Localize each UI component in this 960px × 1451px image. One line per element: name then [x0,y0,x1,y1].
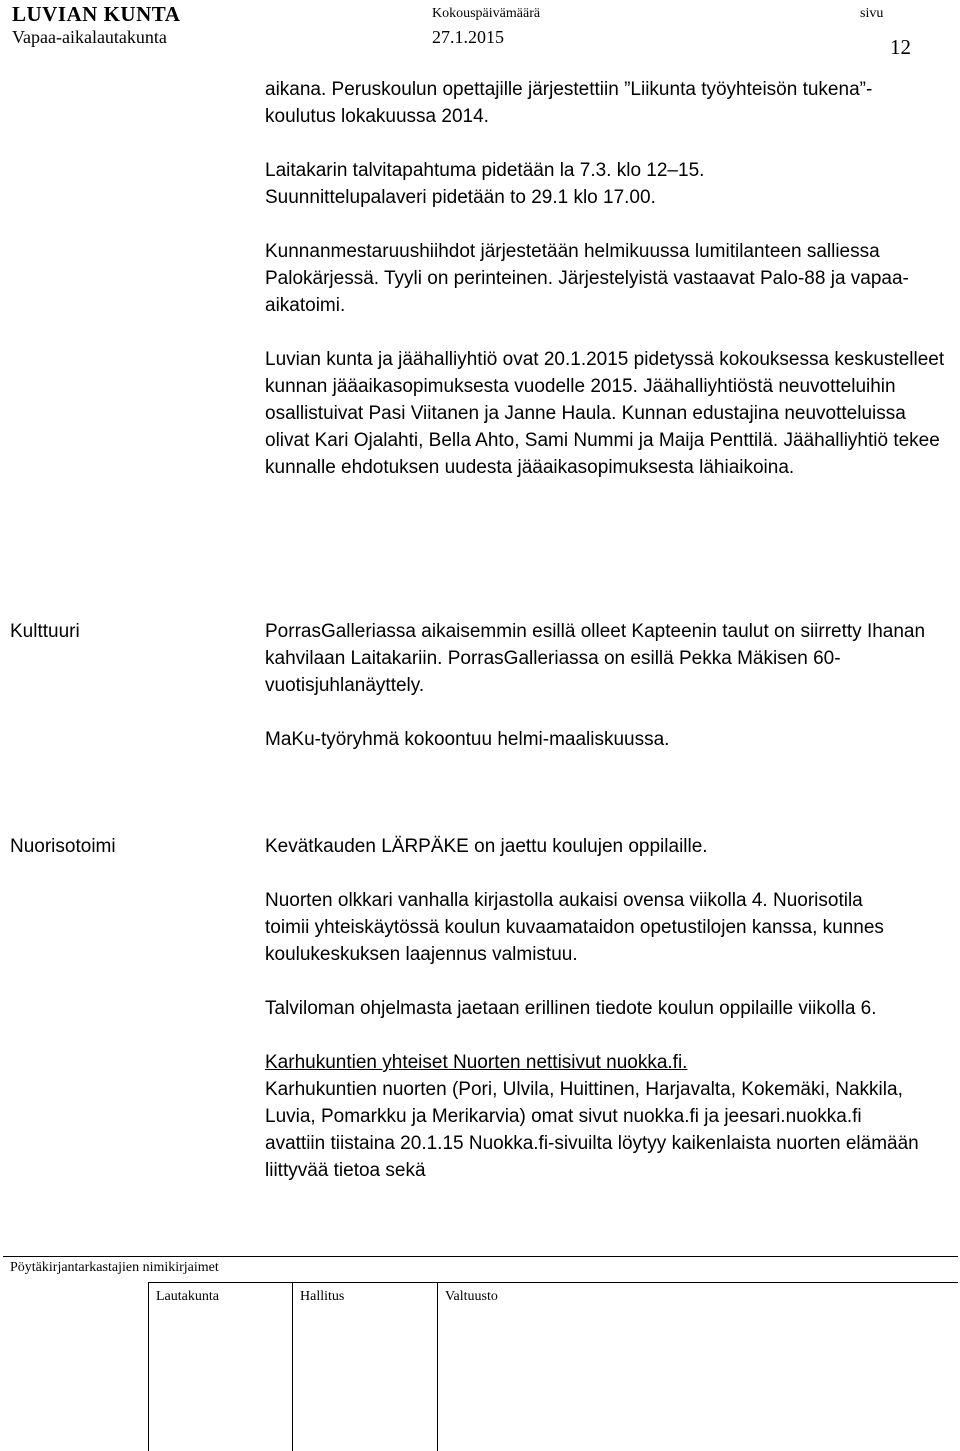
footer-divider-2 [292,1282,293,1451]
signature-col-valtuusto: Valtuusto [445,1289,498,1304]
footer-sub-rule [148,1282,958,1283]
organization-name: LUVIAN KUNTA [12,2,181,26]
signature-col-lautakunta: Lautakunta [156,1289,219,1304]
body-text-block [265,76,945,481]
signature-title: Pöytäkirjantarkastajien nimikirjaimet [10,1260,219,1275]
footer-top-rule [3,1256,958,1257]
paragraph-nuokka-heading: Karhukuntien yhteiset Nuorten nettisivut nuokka.fi. [265,1052,688,1073]
paragraph-training: aikana. Peruskoulun opettajille järjestettiin ”Liikunta työyhteisön tukena”- koulutus lokakuussa 2014. [265,79,873,127]
paragraph-larpake: Kevätkauden LÄRPÄKE on jaettu koulujen oppilaille. [265,836,708,857]
paragraph-maku: MaKu-työryhmä kokoontuu helmi-maaliskuussa. [265,729,670,750]
paragraph-laitakari-event: Laitakarin talvitapahtuma pidetään la 7.3. klo 12–15. Suunnittelupalaveri pidetään to 29.1 klo 17.00. [265,160,705,208]
page-label: sivu [860,6,884,21]
signature-col-hallitus: Hallitus [300,1289,345,1304]
meeting-date: 27.1.2015 [432,27,504,47]
paragraph-nuokka-body: Karhukuntien nuorten (Pori, Ulvila, Huittinen, Harjavalta, Kokemäki, Nakkila, Luvia, Pomarkku ja Merikarvia) omat sivut nuokka.fi ja jeesari.nuokka.fi avattiin tiistaina 20.1.15 Nuokka.fi-sivuilta löytyy kaikenlaista nuorten elämään liittyvää tietoa sekä [265,1079,919,1181]
section-nuorisotoimi [265,833,945,1184]
paragraph-talviloma: Talviloman ohjelmasta jaetaan erillinen tiedote koulun oppilaille viikolla 6. [265,998,877,1019]
date-label: Kokouspäivämäärä [432,6,541,21]
section-kulttuuri [265,618,945,753]
page-number: 12 [890,35,911,59]
paragraph-ice-hall: Luvian kunta ja jäähalliyhtiö ovat 20.1.2015 pidetyssä kokouksessa keskustelleet kunnan jääaikasopimuksesta vuodelle 2015. Jäähalliyhtiöstä neuvotteluihin osallistuivat Pasi Viitanen ja Janne Haula. Kunnan edustajina neuvotteluissa olivat Kari Ojalahti, Bella Ahto, Sami Nummi ja Maija Penttilä. Jäähalliyhtiö tekee kunnalle ehdotuksen uudesta jääaikasopimuksesta lähiaikoina. [265,349,945,478]
footer-divider-3 [437,1282,438,1451]
paragraph-porrasgalleria: PorrasGalleriassa aikaisemmin esillä olleet Kapteenin taulut on siirretty Ihanan kahvilaan Laitakariin. PorrasGalleriassa on esillä Pekka Mäkisen 60-vuotisjuhlanäyttely. [265,621,926,696]
paragraph-olkkari: Nuorten olkkari vanhalla kirjastolla aukaisi ovensa viikolla 4. Nuorisotila toimii yhteiskäytössä koulun kuvaamataidon opetustilojen kanssa, kunnes koulukeskuksen laajennus valmistuu. [265,890,884,965]
board-name: Vapaa-aikalautakunta [12,27,167,47]
footer-divider-1 [148,1282,149,1451]
section-label-kulttuuri: Kulttuuri [10,621,80,642]
paragraph-ski-championship: Kunnanmestaruushiihdot järjestetään helmikuussa lumitilanteen salliessa Palokärjessä. Tyyli on perinteinen. Järjestelyistä vastaavat Palo-88 ja vapaa-aikatoimi. [265,241,909,316]
section-label-nuorisotoimi: Nuorisotoimi [10,836,116,857]
